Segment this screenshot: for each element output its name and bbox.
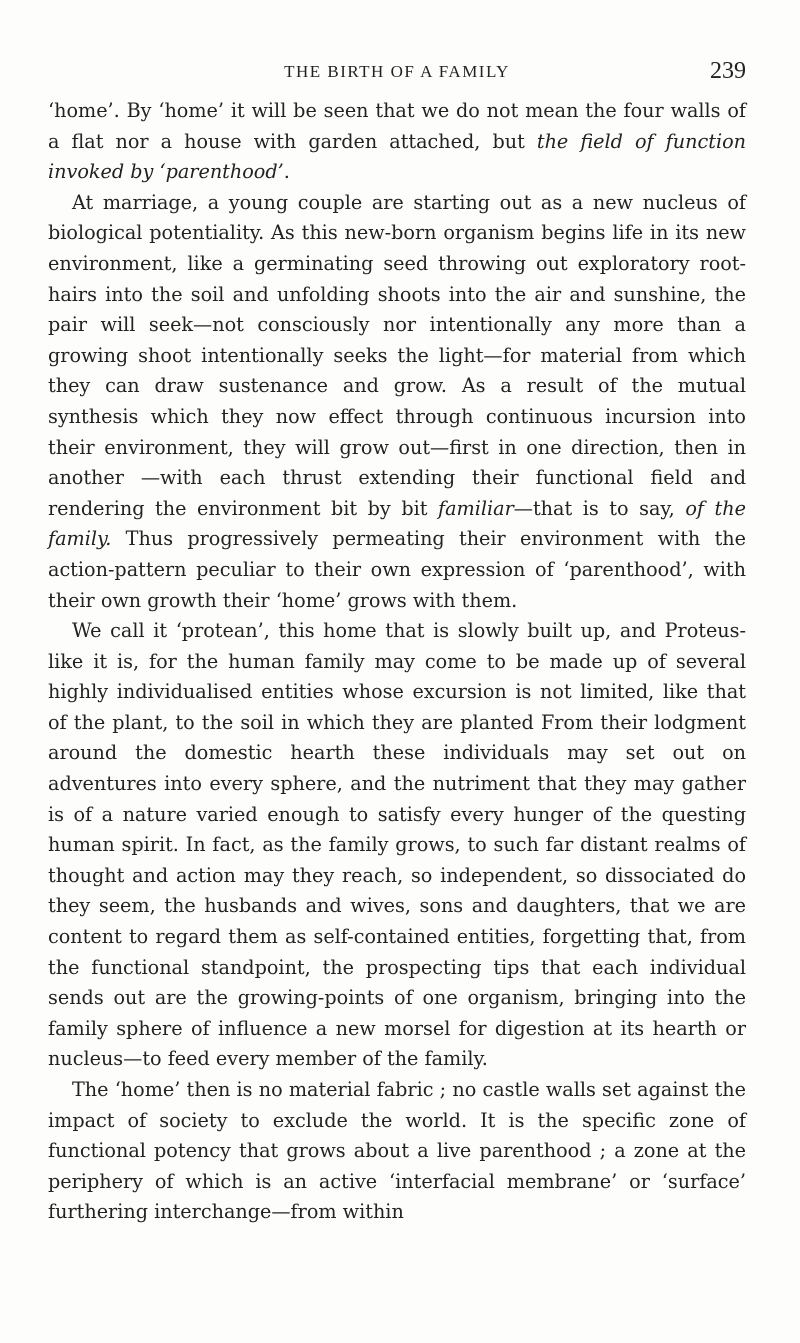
- paragraph-2: [48, 188, 746, 616]
- paragraph-3: We call it ‘protean’, this home that is slowly built up, and Proteus-like it is, for the human family may come to be made up of several highly individualised entities whose excursion is not limited, like that of the plant, to the soil in which they are planted From their lodgment around the domestic hearth these individuals may set out on adventures into every sphere, and the nutriment that they may gather is of a nature varied enough to satisfy every hunger of the questing human spirit. In fact, as the family grows, to such far distant realms of thought and action may they reach, so independent, so dissociated do they seem, the husbands and wives, sons and daughters, that we are content to regard them as self-contained entities, forgetting that, from the functional standpoint, the prospecting tips that each individual sends out are the growing-points of one organism, bringing into the family sphere of influence a new morsel for digestion at its hearth or nucleus—to feed every member of the family.: [48, 619, 746, 1071]
- paragraph-1-italic: the field of function invoked by ‘parenthood’: [48, 129, 746, 184]
- body-text: [48, 96, 746, 1228]
- paragraph-2-italic-familiar: familiar: [438, 496, 514, 520]
- paragraph-1-end: .: [283, 160, 290, 184]
- paragraph-1: [48, 96, 746, 188]
- paragraph-1-text: ‘home’. By ‘home’ it will be seen that we do not mean the four walls of a flat nor a house with garden attached, but: [48, 99, 746, 153]
- paragraph-2-text-mid: —that is to say,: [513, 496, 686, 520]
- paragraph-2-text-end: Thus progressively permeating their environment with the action-pattern peculiar to their own expression of ‘parenthood’, with their own growth their ‘home’ grows with them.: [48, 527, 746, 612]
- paragraph-4: The ‘home’ then is no material fabric ; no castle walls set against the impact of society to exclude the world. It is the specific zone of functional potency that grows about a live parenthood ; a zone at the periphery of which is an active ‘interfacial membrane’ or ‘surface’ furthering interchange—from within: [48, 1078, 746, 1224]
- page-number: 239: [710, 58, 746, 84]
- paragraph-2-italic-family: of the family.: [48, 496, 746, 551]
- running-head: [48, 58, 746, 86]
- running-title: THE BIRTH OF A FAMILY: [284, 62, 510, 81]
- paragraph-2-text: At marriage, a young couple are starting out as a new nucleus of biological potentiality. As this new-born organism begins life in its new environment, like a germinating seed throwing out exploratory root-hairs into the soil and unfolding shoots into the air and sunshine, the pair will seek—not consciously nor intentionally any more than a growing shoot intentionally seeks the light—for material from which they can draw sustenance and grow. As a result of the mutual synthesis which they now effect through continuous incursion into their environment, they will grow out—first in one direction, then in another —with each thrust extending their functional field and rendering the environment bit by bit: [48, 190, 746, 520]
